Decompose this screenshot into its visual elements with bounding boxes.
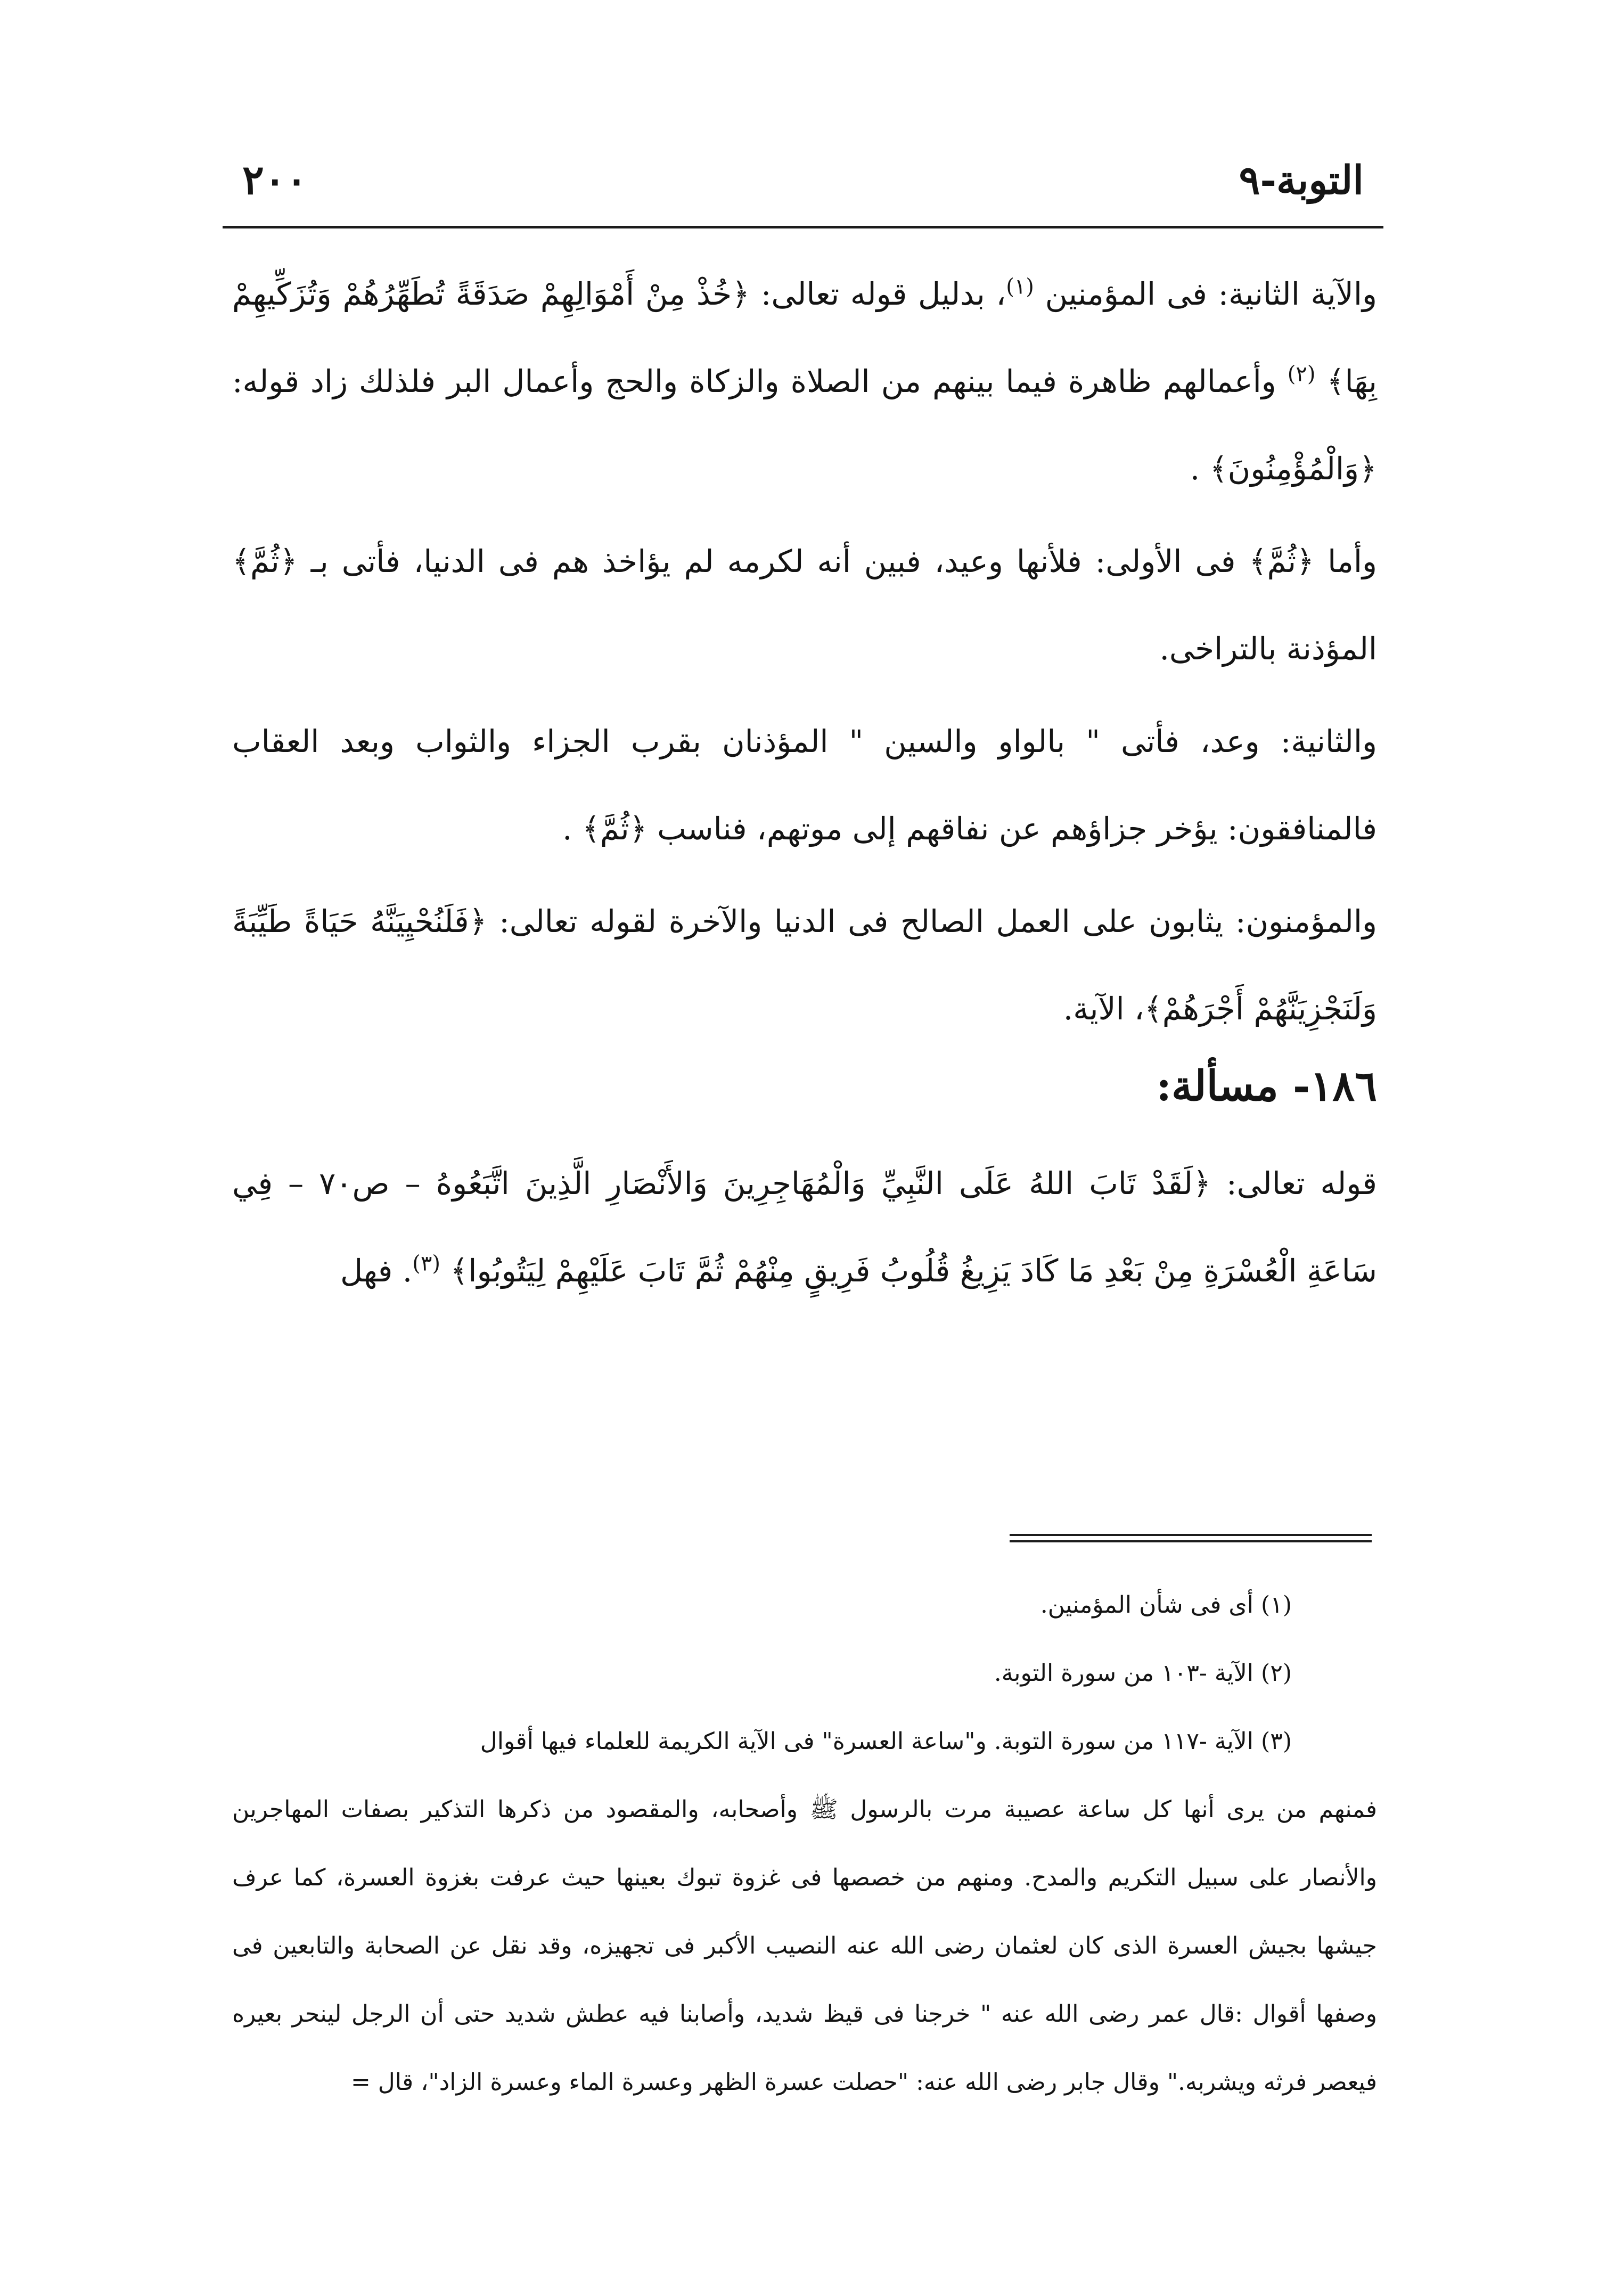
quran-quote: ﴿ثُمَّ﴾ bbox=[1249, 543, 1315, 579]
text: والثانية: وعد، فأتى " بالواو والسين " المؤذنان بقرب الجزاء والثواب وبعد العقاب فالمنافقون: يؤخر جزاؤهم عن نفاقهم إلى موتهم، فناسب bbox=[232, 723, 1377, 847]
paragraph bbox=[232, 878, 1377, 1052]
paragraph bbox=[232, 250, 1377, 512]
section-heading: ١٨٦- مسألة: bbox=[1156, 1062, 1377, 1110]
footnote-ref: (٣) bbox=[412, 1251, 440, 1276]
separator-line bbox=[1010, 1534, 1372, 1536]
page-number: ٢٠٠ bbox=[242, 156, 308, 203]
footnote: (٣) الآية -١١٧ من سورة التوبة. و"ساعة العسرة" فى الآية الكريمة للعلماء فيها أقوال bbox=[480, 1728, 1292, 1755]
quran-quote: ﴿وَالْمُؤْمِنُونَ﴾ bbox=[1209, 451, 1377, 487]
text: وأعمالهم ظاهرة فيما بينهم من الصلاة والزكاة والحج وأعمال البر فلذلك زاد قوله: bbox=[232, 363, 1288, 399]
text: قوله تعالى: bbox=[1211, 1165, 1377, 1202]
text: . فهل bbox=[340, 1253, 413, 1289]
text: المؤذنة بالتراخى. bbox=[1159, 631, 1377, 667]
text: فى الأولى: فلأنها وعيد، فبين أنه لكرمه لم يؤاخذ هم فى الدنيا، فأتى بـ bbox=[297, 543, 1249, 579]
paragraph bbox=[232, 518, 1377, 692]
text: والآية الثانية: فى المؤمنين bbox=[1034, 276, 1377, 312]
quran-quote: ﴿ثُمَّ﴾ bbox=[232, 543, 298, 579]
separator-line bbox=[1010, 1540, 1372, 1542]
footnotes bbox=[232, 1571, 1377, 2117]
header-rule bbox=[223, 226, 1383, 228]
quran-quote: ﴿ثُمَّ﴾ bbox=[581, 811, 648, 847]
text: . bbox=[562, 811, 582, 847]
text: ، بدليل قوله تعالى: bbox=[750, 276, 1006, 312]
footnote: (٢) الآية -١٠٣ من سورة التوبة. bbox=[994, 1660, 1292, 1687]
text: وأما bbox=[1314, 543, 1377, 579]
footnote: (١) أى فى شأن المؤمنين. bbox=[1040, 1591, 1292, 1619]
quran-quote: فِي سَاعَةِ الْعُسْرَةِ مِنْ بَعْدِ مَا كَادَ يَزِيغُ قُلُوبُ فَرِيقٍ مِنْهُمْ ثُمَّ تَابَ عَلَيْهِمْ لِيَتُوبُوا﴾ bbox=[232, 1165, 1377, 1289]
quran-quote: ﴿خُذْ مِنْ أَمْوَالِهِمْ صَدَقَةً تُطَهِّرُهُمْ وَتُزَكِّيهِمْ بِهَا﴾ bbox=[232, 276, 1377, 399]
footnote-continuation: فمنهم من يرى أنها كل ساعة عصيبة مرت بالرسول ﷺ وأصحابه، والمقصود من ذكرها التذكير بصفات المهاجرين والأنصار على سبيل التكريم والمدح. ومنهم من خصصها فى غزوة تبوك بعينها حيث عرفت بغزوة العسرة، كما عرف جيشها بجيش العسرة الذى كان لعثمان رضى الله عنه النصيب الأكبر فى تجهيزه، وقد نقل عن الصحابة والتابعين فى وصفها أقوال :قال عمر رضى الله عنه " خرجنا فى قيظ شديد، وأصابنا فيه عطش شديد حتى أن الرجل لينحر بعيره فيعصر فرثه ويشربه." وقال جابر رضى الله عنه: "حصلت عسرة الظهر وعسرة الماء وعسرة الزاد"، قال = bbox=[232, 1796, 1377, 2096]
text: ، الآية. bbox=[1063, 991, 1144, 1027]
footnote-ref: (٢) bbox=[1287, 362, 1316, 387]
text: . bbox=[1190, 451, 1210, 487]
quran-quote: ﴿فَلَنُحْيِيَنَّهُ حَيَاةً طَيِّبَةً وَلَنَجْزِيَنَّهُمْ أَجْرَهُمْ﴾ bbox=[232, 903, 1377, 1027]
page-header bbox=[242, 149, 1364, 213]
footnote-separator bbox=[1010, 1534, 1372, 1547]
page-ref: – ص٧٠ – bbox=[273, 1165, 436, 1202]
paragraph bbox=[232, 1140, 1377, 1314]
main-text bbox=[232, 250, 1377, 1320]
quran-quote: ﴿لَقَدْ تَابَ اللهُ عَلَى النَّبِيِّ وَالْمُهَاجِرِينَ وَالأَنْصَارِ الَّذِينَ اتَّبَعُوهُ bbox=[436, 1165, 1211, 1202]
footnote-ref: (١) bbox=[1006, 274, 1034, 299]
running-head-sura: التوبة-٩ bbox=[1239, 158, 1364, 203]
text: والمؤمنون: يثابون على العمل الصالح فى الدنيا والآخرة لقوله تعالى: bbox=[487, 903, 1377, 939]
paragraph bbox=[232, 698, 1377, 872]
